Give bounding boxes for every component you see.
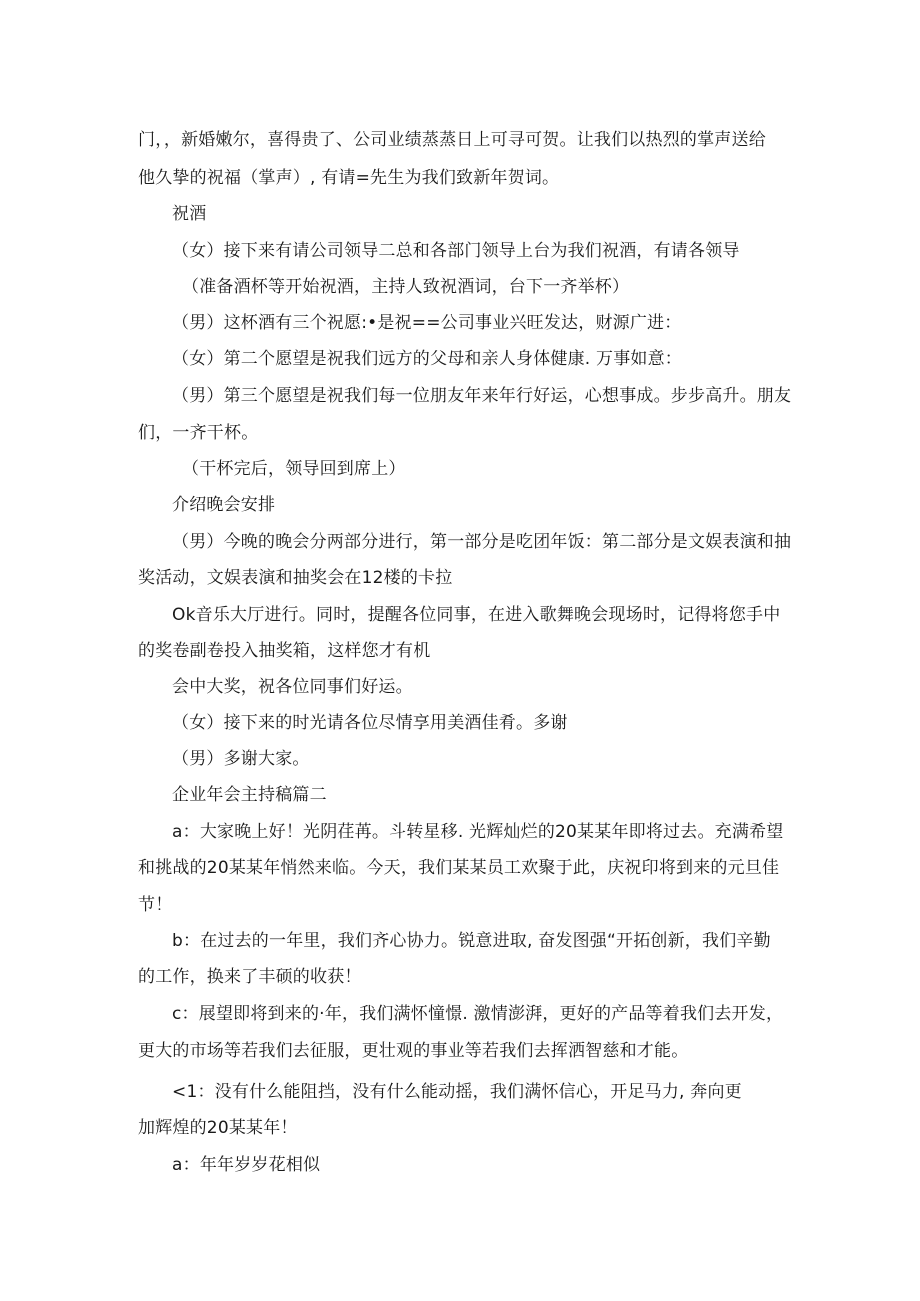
- text-line: 加辉煌的20某某年！: [138, 1118, 298, 1138]
- text-line: 他久挚的祝福（掌声）, 有请=先生为我们致新年贺词。: [138, 168, 560, 188]
- text-line: c：展望即将到来的·年，我们满怀憧憬. 激情澎湃，更好的产品等着我们去开发，: [172, 1004, 784, 1024]
- text-line: 的工作，换来了丰硕的收获！: [138, 967, 362, 987]
- text-line: 门，，新婚嫩尔，喜得贵了、公司业绩蒸蒸日上可寻可贺。让我们以热烈的掌声送给: [138, 130, 766, 150]
- text-line: （男）多谢大家。: [172, 749, 310, 769]
- text-line: 的奖卷副卷投入抽奖箱，这样您才有机: [138, 641, 431, 661]
- text-line: （男）第三个愿望是祝我们每一位朋友年来年行好运，心想事成。步步高升。朋友: [172, 386, 792, 406]
- text-line: （准备酒杯等开始祝酒，主持人致祝酒词，台下一齐举杯）: [182, 277, 630, 297]
- text-line: a：大家晚上好！光阴荏苒。斗转星移. 光辉灿烂的20某某年即将过去。充满希望: [172, 822, 784, 842]
- text-line: 和挑战的20某某年悄然来临。今天，我们某某员工欢聚于此，庆祝印将到来的元旦佳: [138, 858, 780, 878]
- section-heading: 介绍晚会安排: [172, 495, 276, 515]
- text-line: （男）这杯酒有三个祝愿:•是祝==公司事业兴旺发达，财源广进：: [172, 313, 682, 333]
- text-line: 更大的市场等若我们去征服，更壮观的事业等若我们去挥洒智慈和才能。: [138, 1041, 689, 1061]
- section-heading: 祝酒: [172, 204, 207, 224]
- text-line: Ok音乐大厅进行。同时，提醒各位同事，在进入歌舞晚会现场时，记得将您手中: [172, 605, 781, 625]
- text-line: （女）接下来的时光请各位尽情享用美酒佳肴。多谢: [172, 713, 568, 733]
- text-line: 会中大奖，祝各位同事们好运。: [172, 677, 413, 697]
- text-line: 节！: [138, 895, 173, 915]
- section-heading: 企业年会主持稿篇二: [172, 785, 327, 805]
- text-line: （女）第二个愿望是祝我们远方的父母和亲人身体健康. 万事如意：: [172, 349, 683, 369]
- text-line: 奖活动，文娱表演和抽奖会在12楼的卡拉: [138, 568, 453, 588]
- text-line: a：年年岁岁花相似: [172, 1155, 321, 1175]
- text-line: b：在过去的一年里，我们齐心协力。锐意进取, 奋发图强“开拓创新，我们辛勤: [172, 931, 771, 951]
- text-line: （男）今晚的晚会分两部分进行，第一部分是吃团年饭：第二部分是文娱表演和抽: [172, 532, 792, 552]
- text-line: （干杯完后，领导回到席上）: [182, 459, 406, 479]
- text-line: <1：没有什么能阻挡，没有什么能动摇，我们满怀信心，开足马力, 奔向更: [172, 1082, 742, 1102]
- text-line: 们，一齐干杯。: [138, 423, 259, 443]
- text-line: （女）接下来有请公司领导二总和各部门领导上台为我们祝酒，有请各领导: [172, 241, 740, 261]
